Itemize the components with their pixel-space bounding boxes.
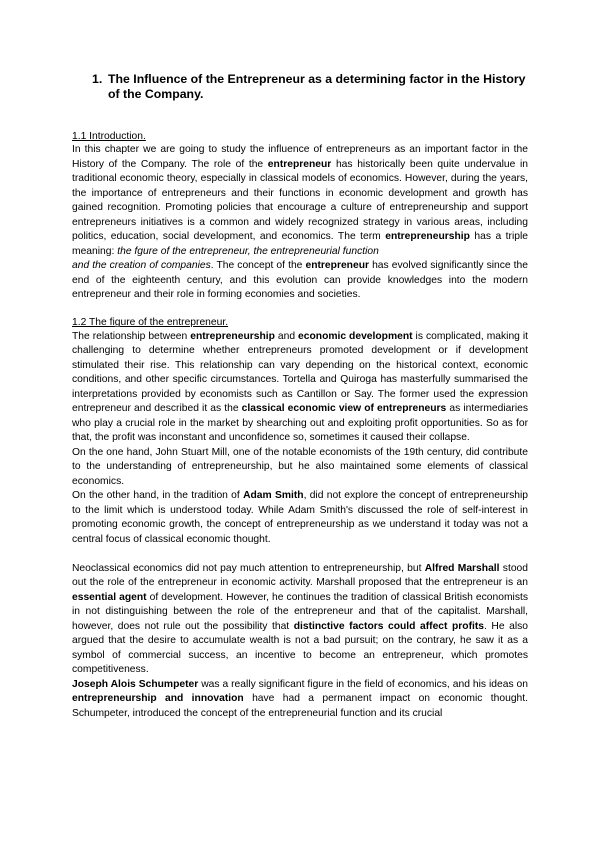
figure-paragraph-4: Neoclassical economics did not pay much attention to entrepreneurship, but Alfred Marshall stood out the role of the entrepreneur in economic activity. Marshall proposed that the entrepreneur is an essential agent of development. However, he continues the tradition of classical British economists in not distinguishing between the role of the entrepreneur and that of the capitalist. Marshall, however, does not rule out the possibility that distinctive factors could affect profits. He also argued that the desire to accumulate wealth is not a bad pursuit; on the contrary, he saw it as a symbol of commercial success, an incentive to become an entrepreneur, which promotes competitiveness.	[72, 562, 528, 676]
paragraph-gap	[72, 547, 528, 562]
figure-paragraph-1: The relationship between entrepreneurship and economic development is complicated, making it challenging to determine whether entrepreneurs promoted development or if development stimulated their rise. This relationship can vary depending on the historical context, economic conditions, and other specific circumstances. Tortella and Quiroga has masterfully summarised the interpretations provided by economists such as Cantillon or Say. The former used the expression entrepreneur and described it as the classical economic view of entrepreneurs as intermediaries who play a crucial role in the market by shearching out and exploiting profit opportunities. So as for that, the profit was inconstant and unconfidence so, sometimes it caused their collapse.	[72, 330, 529, 444]
chapter-title: The Influence of the Entrepreneur as a determining factor in the History of the Company.	[108, 72, 526, 101]
chapter-number: 1.	[92, 72, 103, 86]
paragraph-gap	[72, 303, 528, 318]
chapter-heading	[92, 72, 528, 102]
intro-paragraph-2: and the creation of companies. The concept of the entrepreneur has evolved significantly since the end of the eighteenth century, and this evolution can provide knowledges into the modern entrepreneur and their role in forming economies and societies.	[72, 260, 528, 301]
intro-paragraph-1: In this chapter we are going to study the influence of entrepreneurs as an important factor in the History of the Company. The role of the entrepreneur has historically been quite undervalue in traditional economic theory, especially in classical models of economics. However, during the years, the importance of entrepreneurs and their functions in economic development and growth has gained recognition. Promoting policies that encourage a culture of entrepreneurship and support entrepreneurs initiatives is a common and widely recognized strategy in various areas, including politics, education, social development, and economics. The term entrepreneurship has a triple meaning: the fgure of the entrepreneur, the entrepreneurial function	[72, 144, 529, 257]
section-1-2-title: 1.2 The figure of the entrepreneur.	[72, 317, 229, 329]
figure-paragraph-5: Joseph Alois Schumpeter was a really significant figure in the field of economics, and his ideas on entrepreneurship and innovation have had a permanent impact on economic thought. Schumpeter, introduced the concept of the entrepreneurial function and its crucial	[72, 678, 528, 719]
section-1-1-title: 1.1 Introduction.	[72, 131, 146, 142]
document-page	[72, 72, 528, 721]
figure-paragraph-2: On the one hand, John Stuart Mill, one of the notable economists of the 19th century, did contribute to the understanding of entrepreneurship, but he also maintained some elements of classical economics.	[72, 446, 528, 487]
figure-paragraph-3: On the other hand, in the tradition of Adam Smith, did not explore the concept of entrepreneurship to the limit which is understood today. While Adam Smith's discussed the role of self-interest in promoting economic growth, the concept of entrepreneurship as we understand it today was not a central focus of classical economic thought.	[72, 490, 529, 545]
